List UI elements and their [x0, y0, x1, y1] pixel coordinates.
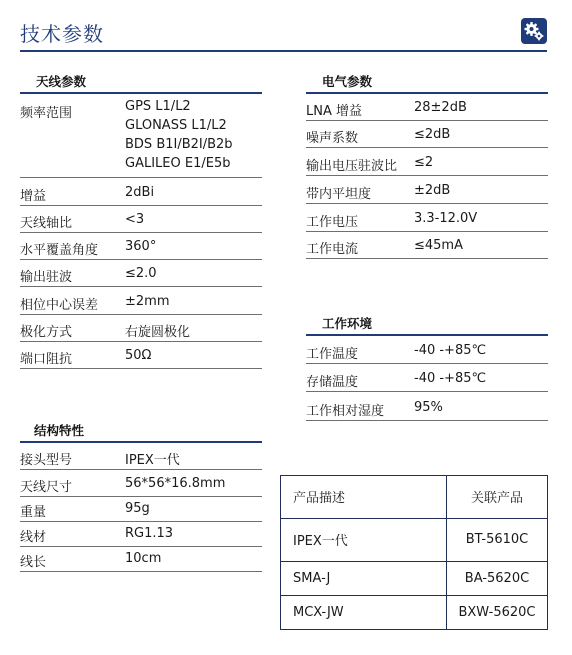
param-label: 相位中心误差	[20, 298, 99, 313]
table-row	[20, 470, 262, 497]
electrical-section-title: 电气参数	[322, 74, 373, 89]
structure-section-title: 结构特性	[34, 423, 85, 438]
related-product: BT-5610C	[447, 518, 548, 561]
param-value: 50Ω	[125, 348, 152, 363]
param-value: 56*56*16.8mm	[125, 476, 226, 491]
param-label: 噪声系数	[306, 131, 359, 146]
param-value: BDS B1I/B2I/B2b	[125, 137, 233, 152]
param-label: 存储温度	[306, 375, 359, 390]
param-value: -40 -+85℃	[414, 343, 487, 358]
column-header-description: 产品描述	[281, 476, 447, 519]
table-row	[306, 365, 548, 392]
param-label: 天线轴比	[20, 216, 73, 231]
param-label: 输出驻波	[20, 270, 73, 285]
table-row	[20, 520, 262, 547]
table-row	[20, 233, 262, 260]
table-row	[306, 205, 548, 232]
related-product: BXW-5620C	[447, 595, 548, 629]
table-row	[281, 518, 548, 561]
param-label: 工作相对湿度	[306, 404, 385, 419]
product-description: MCX-JW	[281, 595, 447, 629]
table-row	[281, 561, 548, 595]
antenna-section-divider	[20, 92, 262, 94]
param-value: IPEX一代	[125, 453, 180, 468]
table-header-row	[281, 476, 548, 519]
param-value: GPS L1/L2	[125, 99, 191, 114]
param-label: 工作温度	[306, 347, 359, 362]
param-value: ±2dB	[414, 183, 451, 198]
param-value: GALILEO E1/E5b	[125, 156, 231, 171]
param-label: 重量	[20, 505, 47, 520]
param-value: ±2mm	[125, 294, 170, 309]
product-description: SMA-J	[281, 561, 447, 595]
page-title: 技术参数	[20, 22, 104, 46]
table-row	[306, 394, 548, 421]
param-label: 工作电压	[306, 215, 359, 230]
param-label: LNA 增益	[306, 104, 362, 119]
product-table	[280, 475, 548, 630]
param-label: 天线尺寸	[20, 480, 73, 495]
environment-section-divider	[306, 334, 548, 336]
table-row	[20, 260, 262, 287]
param-value: 3.3-12.0V	[414, 211, 478, 226]
param-label: 线材	[20, 530, 47, 545]
param-label: 端口阻抗	[20, 352, 73, 367]
param-value: -40 -+85℃	[414, 371, 487, 386]
param-label: 线长	[20, 555, 47, 570]
antenna-section-title: 天线参数	[36, 74, 87, 89]
param-value: GLONASS L1/L2	[125, 118, 227, 133]
table-row	[306, 149, 548, 176]
param-value: 95%	[414, 400, 443, 415]
param-value: ≤2	[414, 155, 434, 170]
param-label: 增益	[20, 189, 47, 204]
environment-section-title: 工作环境	[322, 316, 373, 331]
table-row	[20, 96, 262, 178]
param-value: 2dBi	[125, 185, 155, 200]
param-value: ≤2.0	[125, 266, 157, 281]
param-value: 360°	[125, 239, 157, 254]
title-divider	[20, 50, 547, 52]
gear-icon	[521, 18, 547, 44]
param-value: 28±2dB	[414, 100, 467, 115]
param-value: 95g	[125, 501, 150, 516]
param-value: ≤2dB	[414, 127, 451, 142]
column-header-related: 关联产品	[447, 476, 548, 519]
param-label: 频率范围	[20, 106, 73, 121]
related-product: BA-5620C	[447, 561, 548, 595]
table-row	[20, 179, 262, 206]
table-row	[20, 342, 262, 369]
param-label: 输出电压驻波比	[306, 159, 398, 174]
product-description: IPEX一代	[281, 518, 447, 561]
table-row	[20, 545, 262, 572]
param-value: <3	[125, 212, 145, 227]
table-row	[20, 495, 262, 522]
param-label: 带内平坦度	[306, 187, 372, 202]
table-row	[306, 337, 548, 364]
table-row	[306, 94, 548, 121]
table-row	[20, 288, 262, 315]
param-label: 工作电流	[306, 242, 359, 257]
table-row	[20, 443, 262, 470]
param-value: RG1.13	[125, 526, 174, 541]
table-row	[20, 206, 262, 233]
param-label: 水平覆盖角度	[20, 243, 99, 258]
param-label: 极化方式	[20, 325, 73, 340]
table-row	[306, 121, 548, 148]
table-row	[306, 177, 548, 204]
table-row	[281, 595, 548, 629]
param-value: ≤45mA	[414, 238, 463, 253]
param-label: 接头型号	[20, 453, 73, 468]
table-row	[20, 315, 262, 342]
table-row	[306, 232, 548, 259]
param-value: 10cm	[125, 551, 162, 566]
param-value: 右旋圆极化	[125, 325, 191, 340]
